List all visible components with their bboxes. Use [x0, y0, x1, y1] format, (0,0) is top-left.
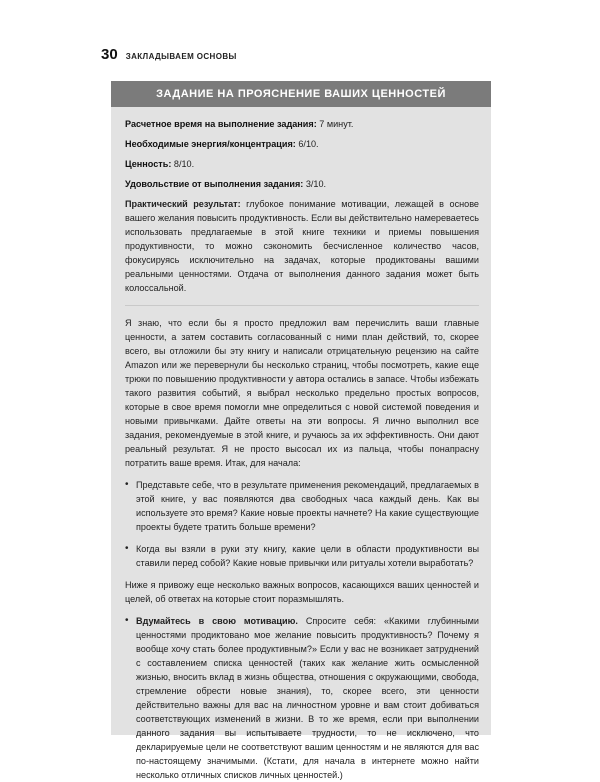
field-label: Удовольствие от выполнения задания:	[125, 179, 304, 189]
motivation-item	[125, 614, 479, 782]
practical-result	[125, 197, 479, 295]
page-number: 30	[101, 46, 118, 63]
field-value: 7 минут.	[316, 119, 354, 129]
field-energy	[125, 137, 479, 151]
field-time	[125, 117, 479, 131]
field-label: Ценность:	[125, 159, 172, 169]
field-label: Расчетное время на выполнение задания:	[125, 119, 317, 129]
motivation-label: Вдумайтесь в свою мотивацию.	[136, 616, 298, 626]
field-value: 8/10.	[171, 159, 195, 169]
result-text: глубокое понимание мотивации, лежащей в основе вашего желания повысить продуктивность. Если вы действительно намереваетесь использовать предлагаемые в этой книге техники и приемы повышения продуктивности, то можно сэкономить бесчисленное количество часов, фокусируясь исключительно на задачах, которые продиктованы вашими реальными ценностями. Отдача от выполнения данного задания может быть колоссальной.	[125, 199, 479, 293]
page-header	[101, 46, 237, 63]
exercise-box	[111, 81, 491, 780]
exercise-body	[111, 107, 491, 782]
exercise-title: ЗАДАНИЕ НА ПРОЯСНЕНИЕ ВАШИХ ЦЕННОСТЕЙ	[111, 81, 491, 107]
transition-paragraph: Ниже я привожу еще несколько важных вопросов, касающихся ваших ценностей и целей, об ответах на которые стоит поразмышлять.	[125, 580, 479, 604]
field-value: 3/10.	[303, 179, 327, 189]
field-label: Необходимые энергия/концентрация:	[125, 139, 296, 149]
running-title: ЗАКЛАДЫВАЕМ ОСНОВЫ	[125, 52, 237, 61]
question-item: • Когда вы взяли в руки эту книгу, какие цели в области продуктивности вы ставили перед собой? Какие новые привычки или ритуалы хотели выработать?	[125, 542, 479, 570]
intro-paragraph: Я знаю, что если бы я просто предложил вам перечислить ваши главные ценности, а затем составить согласованный с ними план действий, то, скорее всего, вы отложили бы эту книгу и написали отрицательную рецензию на сайте Amazon или же перевернули бы несколько страниц, чтобы посмотреть, какие еще трюки по повышению продуктивности у автора остались в запасе. Чтобы избежать такого развития событий, я выбрал несколько предельно простых вопросов, которые в свое время помогли мне определиться с новой системой поведения и новыми привычками. Дайте ответы на эти вопросы. Я лично выполнил все задания, рекомендуемые в этой книге, и ручаюсь за их эффективность. Они дают реальный результат. Я не просто высосал их из пальца, чтобы понапрасну потратить ваше время. Итак, для начала:	[125, 318, 479, 468]
motivation-list	[125, 614, 479, 782]
section-divider	[125, 305, 479, 306]
question-list	[125, 478, 479, 570]
field-value-rating	[125, 157, 479, 171]
motivation-text: Спросите себя: «Какими глубинными ценностями продиктовано мое желание повысить продуктивность? Почему я вообще хочу стать более продуктивным?» Если у вас не возникает затруднений с составлением списка ценностей (таких как желание жить осмысленной жизнью, вносить вклад в жизнь общества, отношения с окружающими, свобода, стремление обрести новые знания), то, скорее всего, эти ценности действительно важны для вас на личностном уровне и вам стоит добиваться соответствующих изменений в жизни. В то же время, если при выполнении данного задания вы испытываете трудности, то не исключено, что декларируемые цели не соответствуют вашим ценностям и не являются для вас по-настоящему значимыми. (Кстати, для начала в интернете можно найти несколько отличных списков личных ценностей.)	[136, 616, 479, 780]
field-value: 6/10.	[295, 139, 319, 149]
question-item: • Представьте себе, что в результате применения рекомендаций, предлагаемых в этой книге, у вас появляются два свободных часа каждый день. Как вы используете это время? Какие новые проекты начнете? На какие существующие проекты будете тратить больше времени?	[125, 478, 479, 534]
result-label: Практический результат:	[125, 199, 241, 209]
field-enjoyment	[125, 177, 479, 191]
